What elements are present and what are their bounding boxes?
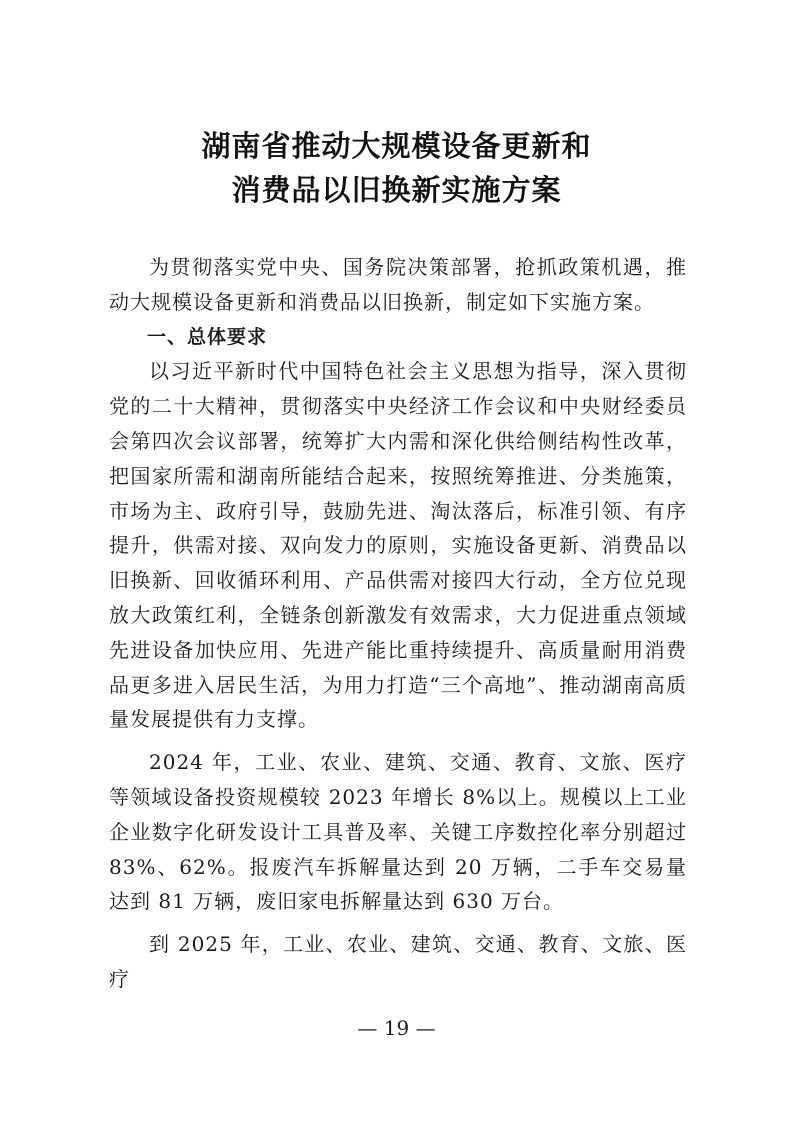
intro-paragraph: 为贯彻落实党中央、国务院决策部署，抢抓政策机遇，推动大规模设备更新和消费品以旧换新，制定如下实施方案。 xyxy=(109,255,687,314)
document-body xyxy=(109,250,687,997)
body-paragraph: 到 2025 年，工业、农业、建筑、交通、教育、文旅、医疗 xyxy=(109,932,687,991)
document-title-line-2: 消费品以旧换新实施方案 xyxy=(231,173,562,207)
body-paragraph: 以习近平新时代中国特色社会主义思想为指导，深入贯彻党的二十大精神，贯彻落实中央经济工作会议和中央财经委员会第四次会议部署，统筹扩大内需和深化供给侧结构性改革，把国家所需和湖南所能结合起来，按照统筹推进、分类施策，市场为主、政府引导，鼓励先进、淘汰落后，标准引领、有序提升，供需对接、双向发力的原则，实施设备更新、消费品以旧换新、回收循环利用、产品供需对接四大行动，全方位兑现放大政策红利，全链条创新激发有效需求，大力促进重点领域先进设备加快应用、先进产能比重持续提升、高质量耐用消费品更多进入居民生活，为用力打造“三个高地”、推动湖南高质量发展提供有力支撑。 xyxy=(109,359,687,732)
page-number: — 19 — xyxy=(357,1016,436,1040)
section-heading: 一、总体要求 xyxy=(147,325,268,348)
document-title-line-1: 湖南省推动大规模设备更新和 xyxy=(201,129,592,163)
body-paragraph: 2024 年，工业、农业、建筑、交通、教育、文旅、医疗等领域设备投资规模较 2023 年增长 8%以上。规模以上工业企业数字化研发设计工具普及率、关键工序数控化率分别超过 83%、62%。报废汽车拆解量达到 20 万辆，二手车交易量达到 81 万辆，废旧家电拆解量达到 630 万台。 xyxy=(109,750,687,914)
